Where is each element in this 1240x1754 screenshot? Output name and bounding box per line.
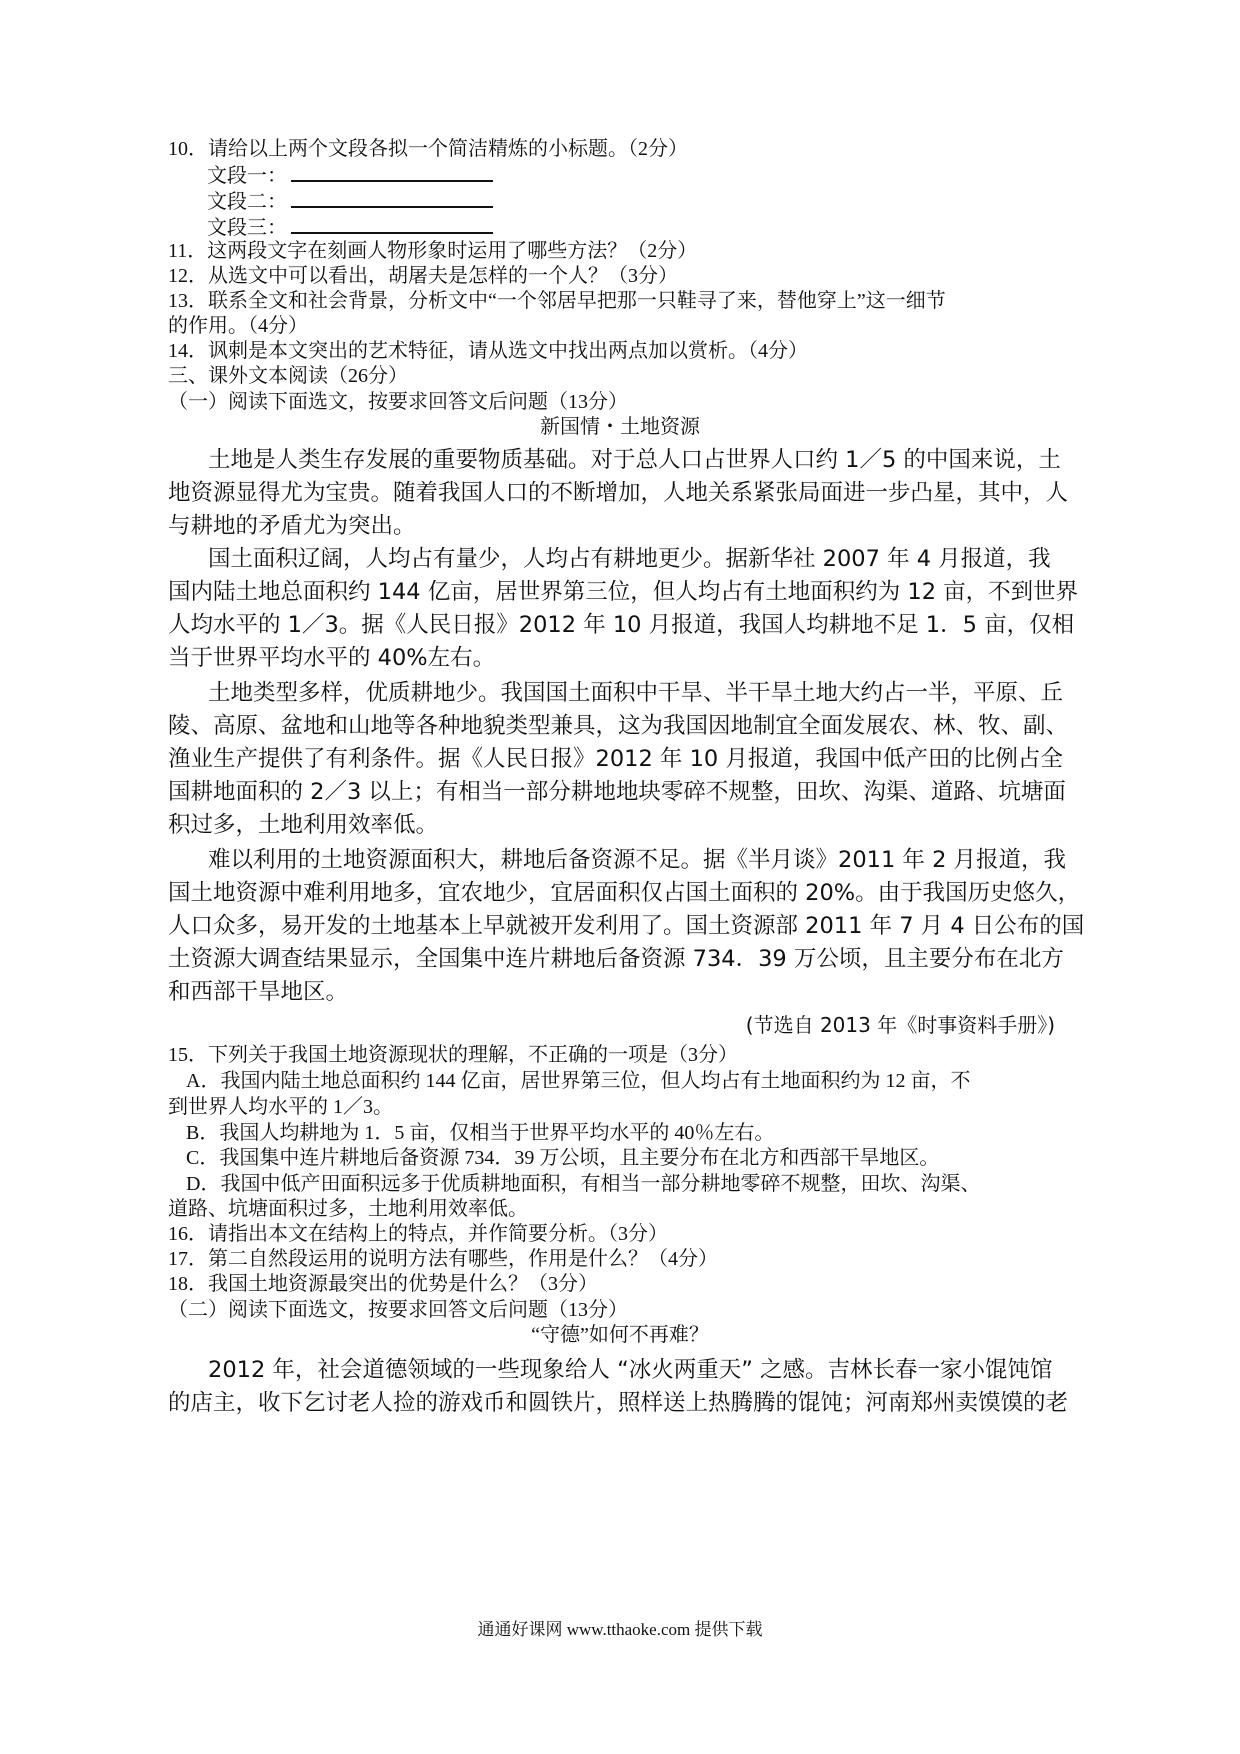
- question-10: 10．请给以上两个文段各拟一个简洁精炼的小标题。（2分）: [168, 138, 688, 160]
- article-1-line: 积过多，土地利用效率低。: [168, 812, 439, 838]
- question-13-line-2: 的作用。（4分）: [168, 315, 308, 337]
- question-16: 16．请指出本文在结构上的特点，并作简要分析。（3分）: [168, 1223, 668, 1245]
- blank-label-1: 文段一：: [207, 165, 287, 187]
- answer-blank-2: [291, 188, 493, 208]
- option-c: C．我国集中连片耕地后备资源 734．39 万公顷，且主要分布在北方和西部干旱地区。: [186, 1147, 940, 1169]
- article-1-line: 土地是人类生存发展的重要物质基础。对于总人口占世界人口约 1／5 的中国来说，土: [208, 447, 1061, 473]
- article-1-line: 土地类型多样，优质耕地少。我国国土面积中干旱、半干旱土地大约占一半，平原、丘: [208, 680, 1064, 706]
- blank-label-3: 文段三：: [207, 217, 287, 239]
- article-1-line: 与耕地的矛盾尤为突出。: [168, 513, 416, 539]
- article-1-source: (节选自 2013 年《时事资料手册》): [745, 1013, 1055, 1037]
- article-1-line: 当于世界平均水平的 40%左右。: [168, 645, 496, 671]
- article-2-title: “守德”如何不再难？: [531, 1324, 709, 1346]
- blank-row-1: [207, 162, 493, 190]
- article-1-line: 人口众多，易开发的土地基本上早就被开发利用了。国土资源部 2011 年 7 月 4 日公布的国: [168, 913, 1085, 939]
- answer-blank-1: [291, 162, 493, 182]
- option-d-line-1: D．我国中低产田面积远多于优质耕地面积，有相当一部分耕地零碎不规整，田坎、沟渠、: [186, 1173, 981, 1195]
- option-d-line-2: 道路、坑塘面积过多，土地利用效率低。: [168, 1198, 528, 1220]
- question-12: 12．从选文中可以看出，胡屠夫是怎样的一个人？（3分）: [168, 265, 678, 287]
- blank-row-2: [207, 188, 493, 216]
- article-1-line: 国耕地面积的 2／3 以上；有相当一部分耕地地块零碎不规整，田坎、沟渠、道路、坑塘面: [168, 779, 1066, 805]
- article-1-line: 国土地资源中难利用地多，宜农地少，宜居面积仅占国土面积的 20%。由于我国历史悠久，: [168, 880, 1081, 906]
- article-1-line: 国土面积辽阔，人均占有量少，人均占有耕地更少。据新华社 2007 年 4 月报道，我: [208, 546, 1051, 572]
- article-1-line: 和西部干旱地区。: [168, 979, 349, 1005]
- question-17: 17．第二自然段运用的说明方法有哪些，作用是什么？（4分）: [168, 1248, 718, 1270]
- blank-label-2: 文段二：: [207, 191, 287, 213]
- page-footer: 通通好课网 www.tthaoke.com 提供下载: [477, 1620, 763, 1639]
- article-1-line: 陵、高原、盆地和山地等各种地貌类型兼具，这为我国因地制宜全面发展农、林、牧、副、: [168, 713, 1069, 739]
- question-18: 18．我国土地资源最突出的优势是什么？（3分）: [168, 1273, 598, 1295]
- article-1-line: 人均水平的 1／3。据《人民日报》2012 年 10 月报道，我国人均耕地不足 1．5 亩，仅相: [168, 612, 1075, 638]
- article-1-title: 新国情・土地资源: [540, 416, 700, 438]
- article-2-line: 的店主，收下乞讨老人捡的游戏币和圆铁片，照样送上热腾腾的馄饨；河南郑州卖馍馍的老: [168, 1390, 1069, 1416]
- answer-blank-3: [291, 214, 493, 234]
- question-13-line-1: 13．联系全文和社会背景，分析文中“一个邻居早把那一只鞋寻了来，替他穿上”这一细节: [168, 290, 946, 312]
- question-14: 14．讽刺是本文突出的艺术特征，请从选文中找出两点加以赏析。（4分）: [168, 340, 808, 362]
- article-1-line: 渔业生产提供了有利条件。据《人民日报》2012 年 10 月报道，我国中低产田的比例占全: [168, 746, 1063, 772]
- article-1-line: 地资源显得尤为宝贵。随着我国人口的不断增加，人地关系紧张局面进一步凸星，其中，人: [168, 480, 1069, 506]
- part-3-heading: 三、课外文本阅读（26分）: [168, 365, 408, 387]
- article-2-line: 2012 年，社会道德领域的一些现象给人 “冰火两重天” 之感。吉林长春一家小馄饨馆: [208, 1357, 1053, 1383]
- article-1-line: 国内陆土地总面积约 144 亿亩，居世界第三位，但人均占有土地面积约为 12 亩，不到世界: [168, 579, 1079, 605]
- article-1-line: 难以利用的土地资源面积大，耕地后备资源不足。据《半月谈》2011 年 2 月报道，我: [208, 847, 1067, 873]
- question-15: 15．下列关于我国土地资源现状的理解，不正确的一项是（3分）: [168, 1044, 738, 1066]
- article-1-line: 土资源大调查结果显示，全国集中连片耕地后备资源 734．39 万公顷，且主要分布在北方: [168, 946, 1064, 972]
- subsection-2-heading: （二）阅读下面选文，按要求回答文后问题（13分）: [168, 1299, 628, 1321]
- option-a-line-2: 到世界人均水平的 1／3。: [168, 1096, 393, 1118]
- question-11: 11．这两段文字在刻画人物形象时运用了哪些方法？（2分）: [168, 240, 698, 262]
- option-b: B．我国人均耕地为 1．5 亩，仅相当于世界平均水平的 40％左右。: [186, 1122, 775, 1144]
- option-a-line-1: A．我国内陆土地总面积约 144 亿亩，居世界第三位，但人均占有土地面积约为 12 亩，不: [186, 1070, 971, 1092]
- subsection-1-heading: （一）阅读下面选文，按要求回答文后问题（13分）: [168, 391, 628, 413]
